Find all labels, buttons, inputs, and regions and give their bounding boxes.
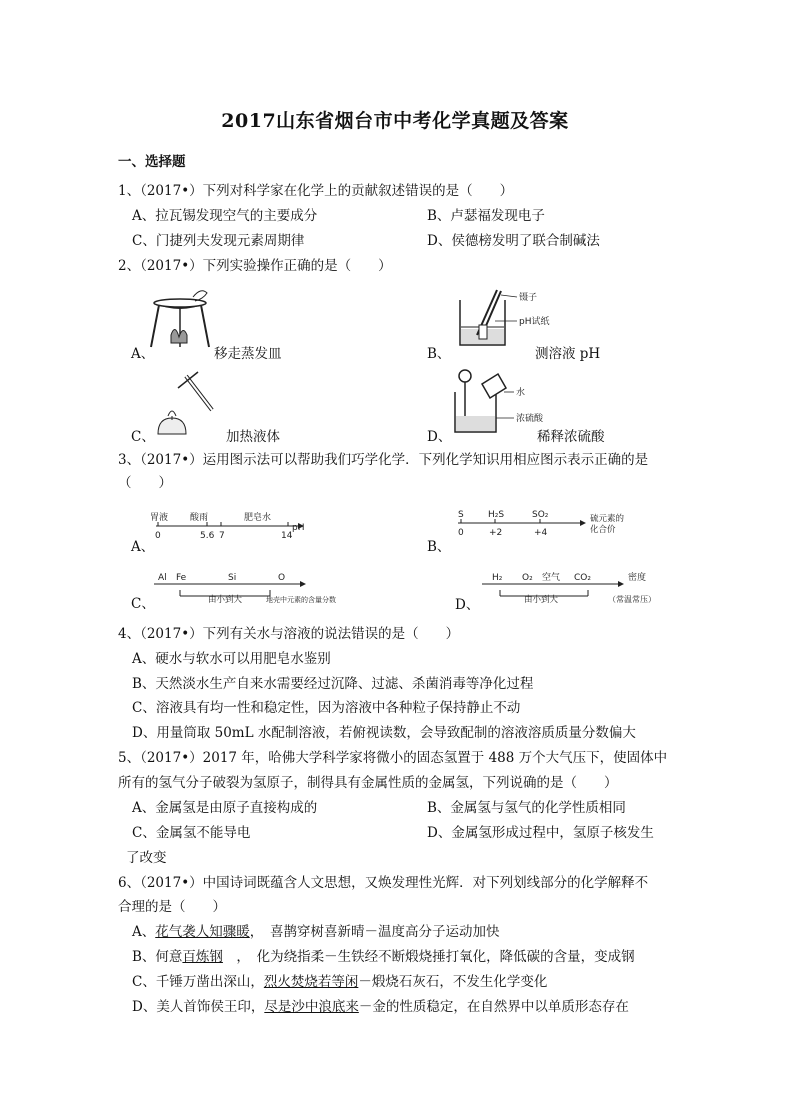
q6-c-underlined: 烈火焚烧若等闲	[263, 974, 359, 990]
q2-b-tweezers-label: 镊子	[519, 293, 538, 303]
q5-option-a: A、金属氢是由原子直接构成的	[132, 800, 318, 816]
q6-stem-line2: 合理的是（ ）	[118, 899, 226, 915]
q6-option-c	[132, 973, 547, 991]
q2-d-acid-label: 浓硫酸	[516, 414, 544, 424]
q6-a-prefix: A、	[132, 924, 156, 940]
q3-d-label-density: 密度	[628, 573, 647, 583]
q3-c-label-al: Al	[158, 573, 167, 583]
q3-a-tick-7: 7	[219, 531, 225, 541]
q4-stem: 4、（2017•）下列有关水与溶液的说法错误的是（ ）	[118, 626, 460, 642]
q2-d-water-label: 水	[516, 388, 526, 398]
q3-b-tick-0: 0	[458, 528, 464, 538]
q2-a-caption: 移走蒸发皿	[214, 346, 282, 362]
q3-a-tick-0: 0	[155, 531, 161, 541]
q3-stem-cont: （ ）	[118, 475, 172, 491]
q3-c-caption: 由小到大	[208, 595, 243, 605]
q5-stem-line2: 所有的氢气分子破裂为氢原子，制得具有金属性质的金属氢，下列说确的是（ ）	[118, 775, 618, 791]
q5-stem-line1: 5、（2017•）2017 年，哈佛大学科学家将微小的固态氢置于 488 万个大气压下，使固体中	[118, 750, 668, 766]
q3-d-caption: 由小到大	[524, 595, 559, 605]
q3-a-figure	[148, 508, 318, 544]
q3-b-label-s: S	[458, 510, 464, 520]
q4-option-a: A、硬水与软水可以用肥皂水鉴别	[132, 651, 331, 667]
q6-b-prefix: B、何意	[132, 949, 183, 965]
q3-a-tick-56: 5.6	[200, 531, 215, 541]
q3-b-tick-2: +2	[489, 528, 503, 538]
q6-option-b	[132, 948, 635, 966]
q3-c-label-fe: Fe	[176, 573, 187, 583]
q3-d-label-air: 空气	[542, 573, 561, 583]
q5-option-d-cont: 了改变	[126, 850, 167, 866]
q2-d-caption: 稀释浓硫酸	[537, 429, 605, 445]
q5-option-d: D、金属氢形成过程中，氢原子核发生	[427, 825, 654, 841]
q2-b-paper-label: pH试纸	[519, 317, 550, 327]
q6-b-explanation: ， 化为绕指柔－生铁经不断煅烧捶打氧化，降低碳的含量，变成钢	[222, 949, 635, 965]
q5-option-b: B、金属氢与氢气的化学性质相同	[427, 800, 626, 816]
q6-d-underlined: 尽是沙中浪底来	[264, 999, 359, 1015]
q6-a-underlined: 花气袭人知骤暖	[155, 924, 250, 940]
q2-d-letter: D、	[427, 429, 452, 445]
q3-d-label-co2: CO₂	[574, 573, 591, 583]
q4-option-c: C、溶液具有均一性和稳定性，因为溶液中各种粒子保持静止不动	[132, 700, 521, 716]
page-title: 2017山东省烟台市中考化学真题及答案	[221, 110, 569, 132]
q1-option-b: B、卢瑟福发现电子	[427, 208, 545, 224]
q3-d-label-o2: O₂	[522, 573, 533, 583]
q3-a-tick-14: 14	[281, 531, 293, 541]
q3-d-letter: D、	[455, 597, 480, 613]
q3-b-figure	[450, 505, 640, 545]
q1-option-c: C、门捷列夫发现元素周期律	[132, 233, 305, 249]
section-heading: 一、选择题	[118, 154, 186, 170]
q3-c-label-o: O	[278, 573, 286, 583]
q4-option-d: D、用量筒取 50mL 水配制溶液，若俯视读数，会导致配制的溶液溶质质量分数偏大	[132, 725, 636, 741]
q3-b-label-so2: SO₂	[532, 510, 549, 520]
q6-stem-line1: 6、（2017•）中国诗词既蕴含人文思想，又焕发理性光辉．对下列划线部分的化学解释不	[118, 875, 649, 891]
q6-d-explanation: －金的性质稳定，在自然界中以单质形态存在	[358, 999, 629, 1015]
q3-b-letter: B、	[427, 539, 451, 555]
q4-option-b: B、天然淡水生产自来水需要经过沉降、过滤、杀菌消毒等净化过程	[132, 676, 534, 692]
q6-d-prefix: D、美人首饰侯王印，	[132, 999, 265, 1015]
q3-c-axis-label: 地壳中元素的含量分数	[266, 596, 336, 604]
q3-b-tick-4: +4	[534, 528, 548, 538]
q3-stem: 3、（2017•）运用图示法可以帮助我们巧学化学．下列化学知识用相应图示表示正确的是	[118, 452, 649, 468]
q3-a-label-soap: 肥皂水	[244, 513, 272, 523]
q6-c-prefix: C、千锤万凿出深山，	[132, 974, 264, 990]
q3-b-label-axis1: 硫元素的	[590, 514, 625, 524]
q3-b-label-axis2: 化合价	[590, 525, 616, 535]
q2-b-caption: 测溶液 pH	[535, 346, 601, 362]
q3-b-label-h2s: H₂S	[488, 510, 505, 520]
q3-a-label-gastric: 胃液	[150, 513, 169, 523]
q3-c-label-si: Si	[228, 573, 237, 583]
q6-option-a	[132, 923, 500, 941]
q3-a-label-acidrain: 酸雨	[190, 513, 209, 523]
q3-c-figure	[150, 570, 340, 608]
q2-d-figure	[452, 362, 562, 437]
q1-stem: 1、（2017•）下列对科学家在化学上的贡献叙述错误的是（ ）	[118, 183, 514, 199]
q6-c-explanation: －煅烧石灰石，不发生化学变化	[358, 974, 548, 990]
q3-c-letter: C、	[131, 596, 155, 612]
q2-c-caption: 加热液体	[226, 429, 280, 445]
q3-a-letter: A、	[131, 539, 155, 555]
q2-b-letter: B、	[427, 346, 451, 362]
q3-d-figure	[478, 570, 678, 608]
q1-option-d: D、侯德榜发明了联合制碱法	[427, 233, 600, 249]
q2-a-figure	[145, 285, 215, 355]
q3-a-label-ph: pH	[292, 523, 305, 533]
q3-d-label-h2: H₂	[492, 573, 503, 583]
q5-option-c: C、金属氢不能导电	[132, 825, 251, 841]
q3-d-axis-label: （常温常压）	[608, 595, 656, 604]
q2-stem: 2、（2017•）下列实验操作正确的是（ ）	[118, 258, 392, 274]
q6-option-d	[132, 998, 629, 1016]
q6-b-underlined: 百炼钢	[182, 949, 223, 965]
q2-c-figure	[148, 368, 228, 440]
q6-a-explanation: ， 喜鹊穿树喜新晴－温度高分子运动加快	[249, 924, 500, 940]
q1-option-a: A、拉瓦锡发现空气的主要成分	[132, 208, 318, 224]
q2-c-letter: C、	[131, 429, 155, 445]
q2-b-figure	[455, 285, 565, 350]
q2-a-letter: A、	[131, 346, 155, 362]
